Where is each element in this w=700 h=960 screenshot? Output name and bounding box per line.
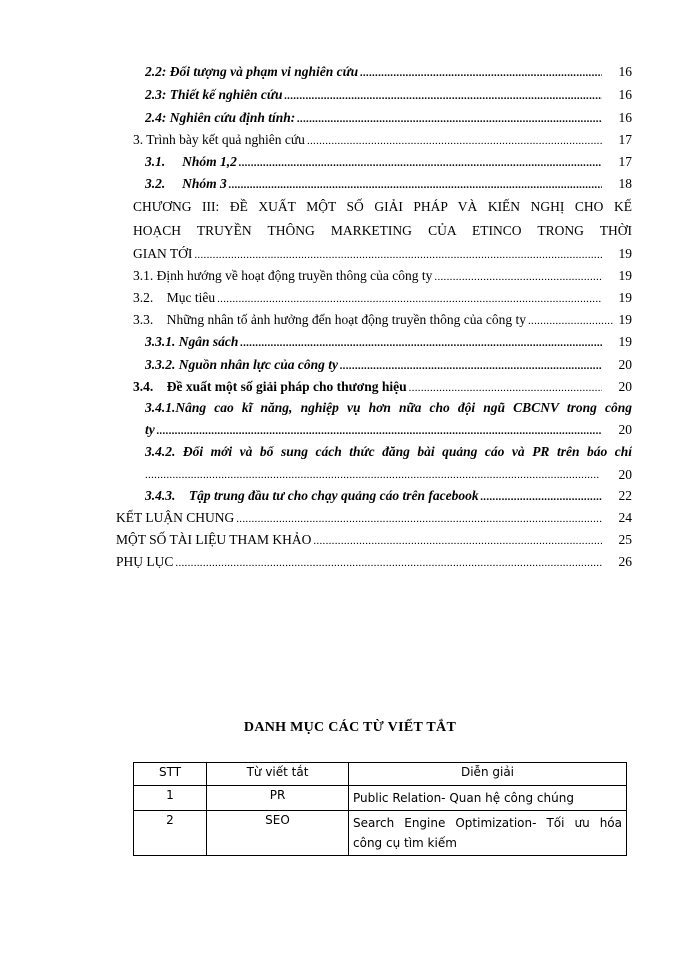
toc-entry[interactable] xyxy=(145,332,632,352)
toc-entry[interactable] xyxy=(145,486,632,506)
toc-entry-line[interactable]: 3.4.1.Nâng cao kĩ năng, nghiệp vụ hơn nữa cho đội ngũ CBCNV trong công xyxy=(145,400,632,415)
toc-entry[interactable] xyxy=(133,288,632,308)
toc-entry-page: 17 xyxy=(618,132,632,147)
toc-entry-page: 18 xyxy=(618,176,632,191)
toc-leader-dots xyxy=(526,311,614,330)
toc-entry-text: 3.2. Nhóm 3 xyxy=(145,176,227,191)
toc-entry-page: 20 xyxy=(618,379,632,394)
header-abbr: Từ viết tắt xyxy=(207,763,349,786)
cell-desc: Public Relation- Quan hệ công chúng xyxy=(349,786,627,811)
table-row xyxy=(134,811,627,856)
toc-entry[interactable] xyxy=(145,355,632,375)
toc-entry[interactable] xyxy=(116,530,632,550)
toc-leader-dots xyxy=(432,267,602,286)
toc-entry-text: MỘT SỐ TÀI LIỆU THAM KHẢO xyxy=(116,532,312,547)
toc-leader-dots xyxy=(192,245,602,264)
toc-leader-dots xyxy=(282,86,602,105)
toc-entry[interactable] xyxy=(145,108,632,128)
toc-entry[interactable] xyxy=(133,266,632,286)
cell-stt: 2 xyxy=(134,811,207,856)
toc-leader-dots xyxy=(155,421,602,440)
toc-entry-text: PHỤ LỤC xyxy=(116,554,174,569)
toc-entry-text: ty xyxy=(145,422,155,437)
toc-entry[interactable] xyxy=(116,552,632,572)
toc-entry-page: 16 xyxy=(618,64,632,79)
toc-leader-dots xyxy=(358,63,602,82)
toc-entry-text: 3.3.1. Ngân sách xyxy=(145,334,239,349)
toc-leader-dots xyxy=(311,531,602,550)
toc-entry-page: 19 xyxy=(618,312,632,327)
toc-entry-text: KẾT LUẬN CHUNG xyxy=(116,510,235,525)
cell-desc: Search Engine Optimization- Tối ưu hóa công cụ tìm kiếm xyxy=(349,811,627,856)
toc-entry-page: 19 xyxy=(618,246,632,261)
cell-stt: 1 xyxy=(134,786,207,811)
toc-entry[interactable] xyxy=(145,174,632,194)
toc-entry-page: 24 xyxy=(618,510,632,525)
toc-entry-page: 19 xyxy=(618,268,632,283)
toc-entry-text: 3.4. Đề xuất một số giải pháp cho thương hiệu xyxy=(133,379,407,394)
toc-leader-dots xyxy=(237,153,602,172)
abbreviations-title: DANH MỤC CÁC TỪ VIẾT TẮT xyxy=(243,720,457,735)
table-row xyxy=(134,786,627,811)
toc-entry[interactable] xyxy=(145,85,632,105)
toc-entry-text: 3.1. Định hướng về hoạt động truyền thông của công ty xyxy=(133,268,433,283)
toc-entry-text: 2.2: Đối tượng và phạm vi nghiên cứu xyxy=(145,64,359,79)
toc-entry-text: 3.2. Mục tiêu xyxy=(133,290,216,305)
toc-entry-page: 17 xyxy=(618,154,632,169)
toc-entry[interactable] xyxy=(116,508,632,528)
toc-entry-page: 26 xyxy=(618,554,632,569)
toc-entry[interactable] xyxy=(133,130,632,150)
toc-entry[interactable] xyxy=(133,244,632,264)
cell-abbr: SEO xyxy=(207,811,349,856)
toc-leader-dots xyxy=(295,109,602,128)
toc-entry[interactable] xyxy=(145,62,632,82)
toc-entry[interactable] xyxy=(145,420,632,440)
toc-leader-dots xyxy=(407,378,602,397)
toc-chapter-line[interactable]: CHƯƠNG III: ĐỀ XUẤT MỘT SỐ GIẢI PHÁP VÀ KIẾN NGHỊ CHO KẾ xyxy=(133,199,632,214)
toc-entry[interactable] xyxy=(133,377,632,397)
toc-leader-dots xyxy=(305,131,602,150)
toc-entry-line[interactable]: 3.4.2. Đổi mới và bổ sung cách thức đăng bài quảng cáo và PR trên báo chí xyxy=(145,444,632,459)
toc-entry-page: 20 xyxy=(618,467,632,482)
abbreviations-table xyxy=(133,762,627,856)
toc-leader-dots xyxy=(338,356,602,375)
toc-entry-page: 19 xyxy=(618,290,632,305)
toc-entry-text: 3.3.2. Nguồn nhân lực của công ty xyxy=(145,357,338,372)
toc-entry[interactable] xyxy=(145,152,632,172)
toc-entry-text: 2.3: Thiết kế nghiên cứu xyxy=(145,87,283,102)
cell-abbr: PR xyxy=(207,786,349,811)
toc-entry-page: 20 xyxy=(618,422,632,437)
toc-entry-page: 25 xyxy=(618,532,632,547)
toc-entry-page: 20 xyxy=(618,357,632,372)
toc-leader-dots xyxy=(234,509,602,528)
toc-entry-page: 16 xyxy=(618,110,632,125)
toc-entry-page: 19 xyxy=(618,334,632,349)
toc-entry-text: 3.1. Nhóm 1,2 xyxy=(145,154,237,169)
toc-entry-text: 3. Trình bày kết quả nghiên cứu xyxy=(133,132,305,147)
toc-leader-dots xyxy=(227,175,602,194)
toc-entry-text: GIAN TỚI xyxy=(133,246,193,261)
toc-leader-dots xyxy=(215,289,602,308)
header-desc: Diễn giải xyxy=(349,763,627,786)
table-header-row xyxy=(134,763,627,786)
toc-entry-text: 3.4.3. Tập trung đầu tư cho chạy quảng cáo trên facebook xyxy=(145,488,479,503)
toc-entry-page: 16 xyxy=(618,87,632,102)
toc-leader-dots xyxy=(238,333,602,352)
toc-entry-page: 22 xyxy=(618,488,632,503)
toc-chapter-line[interactable]: HOẠCH TRUYỀN THÔNG MARKETING CỦA ETINCO TRONG THỜI xyxy=(133,223,632,238)
header-stt: STT xyxy=(134,763,207,786)
toc-leader-dots xyxy=(145,465,600,485)
toc-entry-text: 2.4: Nghiên cứu định tính: xyxy=(145,110,296,125)
toc-entry-text: 3.3. Những nhân tố ảnh hưởng đến hoạt động truyền thông của công ty xyxy=(133,312,526,327)
toc-leader-dots xyxy=(173,553,602,572)
toc-entry[interactable] xyxy=(133,310,632,330)
toc-leader-dots xyxy=(479,487,602,506)
